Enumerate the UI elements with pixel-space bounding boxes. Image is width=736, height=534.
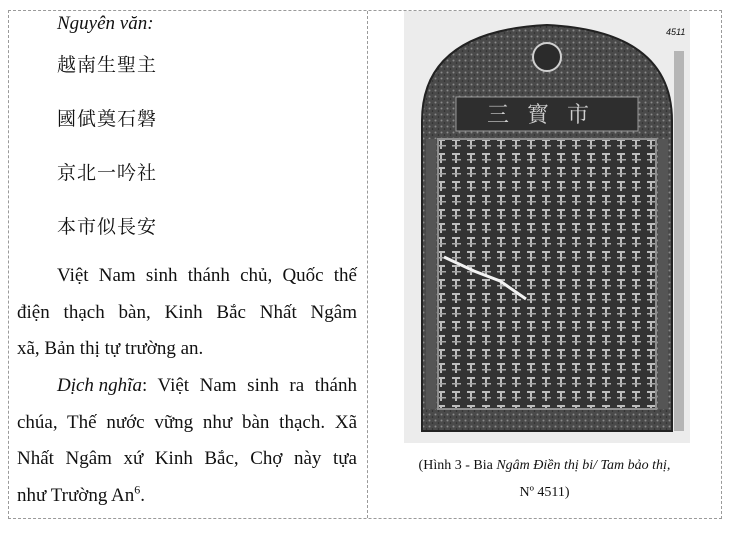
translation-text-4: như Trường An (17, 485, 135, 506)
translation-end: . (140, 485, 145, 506)
translation-line-3: Nhất Ngâm xứ Kinh Bắc, Chợ này tựa (17, 448, 357, 469)
han-line-4: 本市似長安 (57, 216, 158, 238)
right-edge-shadow (674, 51, 684, 431)
footnote-marker: 6 (134, 482, 141, 497)
translation-line-2: chúa, Thế nước vững như bàn thạch. Xã (17, 412, 357, 433)
plate-number: 4511 (666, 27, 686, 37)
han-line-2: 國倵奠石磐 (57, 108, 158, 130)
left-ornament-border (426, 139, 436, 409)
original-label: Nguyên văn: (57, 13, 154, 34)
translation-label: Dịch nghĩa (57, 375, 142, 396)
figure-caption-line-1 (368, 457, 721, 475)
inscription-field (438, 139, 656, 409)
transliteration-line-1: Việt Nam sinh thánh chủ, Quốc thế (57, 265, 357, 286)
figure-caption-line-2: Nº 4511) (519, 485, 570, 500)
right-ornament-border (658, 139, 668, 409)
translation-line-1 (57, 375, 357, 397)
translation-text-1: : Việt Nam sinh ra thánh (141, 375, 357, 396)
transliteration-line-3: xã, Bản thị tự trường an. (17, 338, 204, 359)
two-column-table (8, 10, 722, 519)
transliteration-line-2: điện thạch bàn, Kinh Bắc Nhất Ngâm (17, 302, 357, 323)
translation-line-4 (17, 482, 145, 507)
stele-rubbing-image (404, 11, 690, 443)
text-column (9, 11, 367, 518)
figure-column (368, 11, 721, 518)
han-line-1: 越南生聖主 (57, 54, 158, 76)
caption-prefix: (Hình 3 - Bia (418, 458, 497, 473)
crest-medallion (533, 43, 561, 71)
stele-header-text: 三寳市 (486, 103, 608, 128)
caption-title: Ngâm Điền thị bi/ Tam bảo thị, (496, 458, 671, 473)
han-line-3: 京北一吟社 (57, 162, 158, 184)
